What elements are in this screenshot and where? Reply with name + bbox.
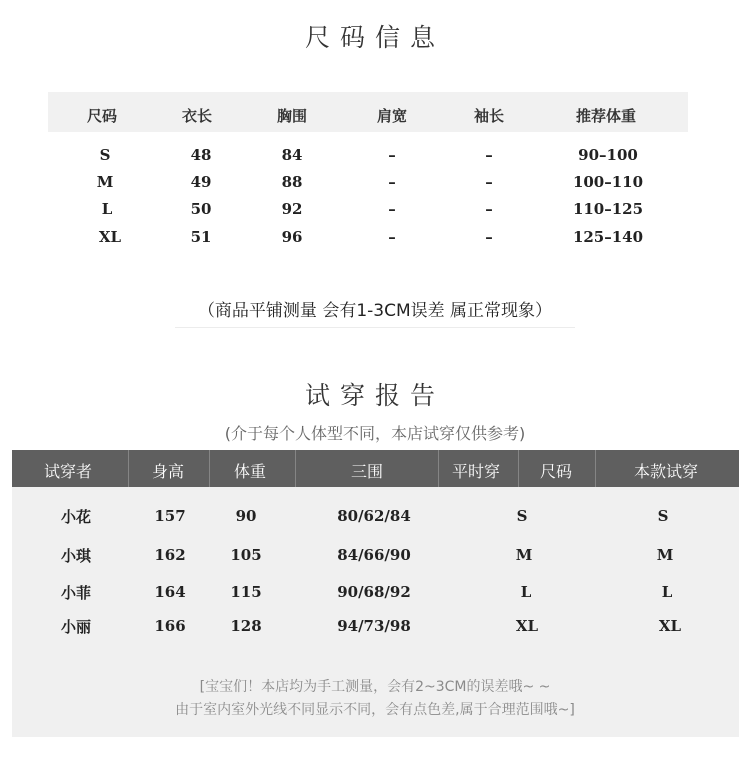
trial-header-tester: 试穿者: [43, 462, 93, 481]
size-cell: 100–110: [572, 173, 644, 191]
trial-header-this-item: 本款试穿: [633, 462, 699, 481]
tester-name: 小花: [60, 508, 92, 526]
trial-cell: 90/68/92: [337, 583, 411, 601]
header-separator: [438, 450, 439, 487]
trial-cell: 166: [154, 617, 186, 635]
size-cell: –: [485, 200, 493, 218]
size-cell: 110–125: [572, 200, 644, 218]
trial-cell: 90: [235, 507, 257, 525]
size-header-sleeve: 袖长: [473, 107, 505, 125]
size-info-title: 尺码信息: [304, 23, 445, 52]
trial-cell: XL: [658, 617, 682, 635]
trial-cell: XL: [515, 617, 539, 635]
trial-cell: S: [657, 507, 669, 525]
tester-name: 小琪: [60, 547, 92, 565]
trial-header-usual-size: 平时穿: [451, 462, 501, 481]
header-separator: [128, 450, 129, 487]
size-cell: –: [388, 173, 396, 191]
trial-cell: L: [520, 583, 532, 601]
trial-cell: L: [661, 583, 673, 601]
note-divider: [175, 327, 575, 328]
size-cell: –: [485, 146, 493, 164]
size-cell: –: [388, 200, 396, 218]
trial-cell: S: [516, 507, 528, 525]
measurement-note: （商品平铺测量 会有1-3CM误差 属正常现象）: [197, 301, 553, 321]
size-cell: –: [485, 228, 493, 246]
trial-cell: M: [656, 546, 674, 564]
header-separator: [295, 450, 296, 487]
size-cell: 48: [190, 146, 212, 164]
size-cell: S: [99, 146, 111, 164]
trial-cell: 80/62/84: [337, 507, 411, 525]
trial-header-size: 尺码: [539, 462, 573, 481]
trial-header-measurements: 三围: [350, 462, 384, 481]
header-separator: [595, 450, 596, 487]
trial-header-weight: 体重: [233, 462, 267, 481]
trial-cell: 115: [230, 583, 262, 601]
size-cell: L: [101, 200, 113, 218]
trial-header-height: 身高: [151, 462, 185, 481]
trial-cell: 164: [154, 583, 186, 601]
trial-footnote-1: [宝宝们！本店均为手工测量，会有2~3CM的误差哦~ ~: [199, 679, 551, 695]
size-cell: 90–100: [578, 146, 638, 164]
trial-cell: 162: [154, 546, 186, 564]
trial-cell: 84/66/90: [337, 546, 411, 564]
trial-footnote-2: 由于室内室外光线不同显示不同，会有点色差,属于合理范围哦~]: [175, 702, 575, 718]
trial-cell: M: [515, 546, 533, 564]
size-cell: 92: [281, 200, 303, 218]
trial-cell: 105: [230, 546, 262, 564]
size-header-chest: 胸围: [276, 107, 308, 125]
size-header-length: 衣长: [181, 107, 213, 125]
size-cell: –: [388, 228, 396, 246]
size-header-weight: 推荐体重: [575, 107, 637, 125]
trial-cell: 128: [230, 617, 262, 635]
trial-cell: 157: [154, 507, 186, 525]
trial-cell: 94/73/98: [337, 617, 411, 635]
size-cell: 84: [281, 146, 303, 164]
size-cell: 50: [190, 200, 212, 218]
size-cell: 88: [281, 173, 303, 191]
size-cell: –: [388, 146, 396, 164]
size-cell: –: [485, 173, 493, 191]
header-separator: [518, 450, 519, 487]
size-cell: 125–140: [572, 228, 644, 246]
size-cell: M: [96, 173, 114, 191]
size-cell: 96: [281, 228, 303, 246]
trial-report-title: 试穿报告: [304, 381, 445, 410]
size-header-shoulder: 肩宽: [376, 107, 408, 125]
trial-report-subtitle: (介于每个人体型不同，本店试穿仅供参考): [224, 424, 526, 443]
size-cell: 49: [190, 173, 212, 191]
size-cell: 51: [190, 228, 212, 246]
size-header-size: 尺码: [86, 107, 118, 125]
tester-name: 小菲: [60, 584, 92, 602]
tester-name: 小丽: [60, 618, 92, 636]
size-cell: XL: [98, 228, 122, 246]
header-separator: [209, 450, 210, 487]
